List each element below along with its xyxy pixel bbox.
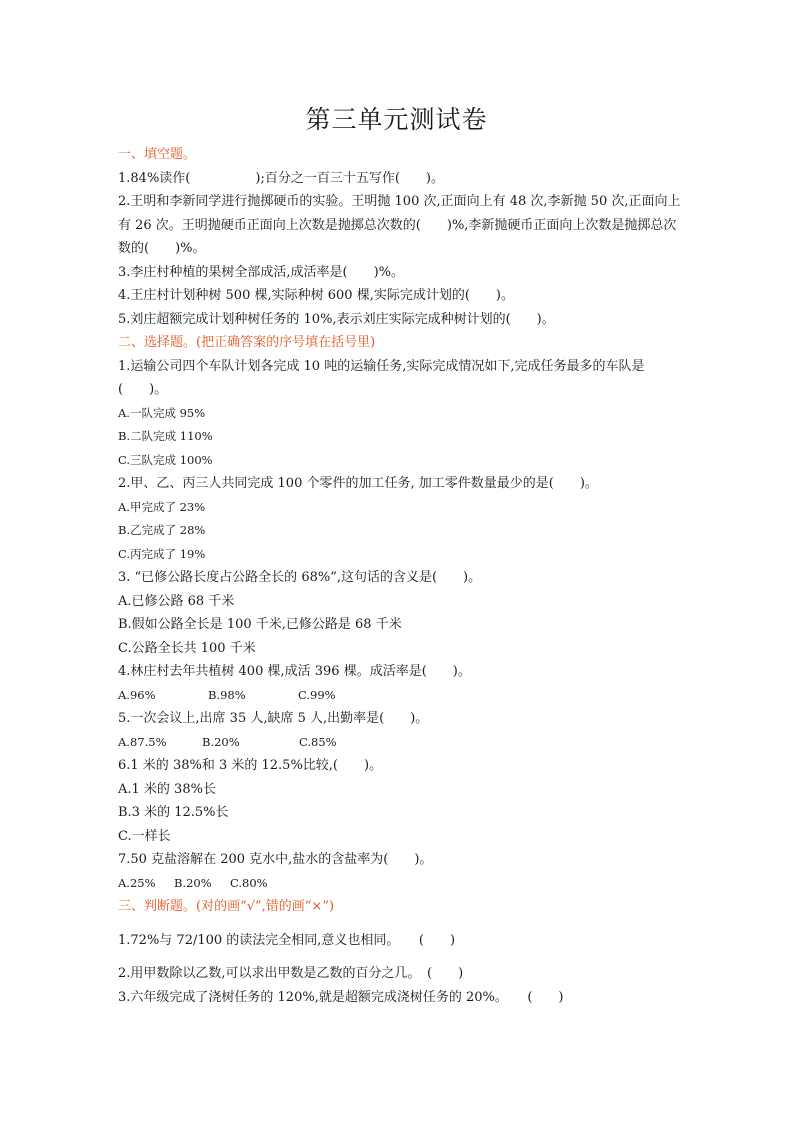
choice-4-option-b: B.98% [208, 687, 246, 702]
choice-5-options [118, 731, 683, 755]
choice-question-5: 5.一次会议上,出席 35 人,缺席 5 人,出勤率是( )。 [118, 711, 429, 726]
choice-7-option-c: C.80% [230, 875, 268, 890]
section-choice-heading: 二、选择题。(把正确答案的序号填在括号里) [118, 335, 376, 350]
fill-question-5: 5.刘庄超额完成计划种树任务的 10%,表示刘庄实际完成种树计划的( )。 [118, 311, 555, 327]
judge-question-1: 1.72%与 72/100 的读法完全相同,意义也相同。 ( ) [118, 932, 456, 948]
choice-question-1: 1.运输公司四个车队计划各完成 10 吨的运输任务,实际完成情况如下,完成任务最多的车队是( )。 [118, 358, 645, 397]
choice-2-option-a: A.甲完成了 23% [118, 499, 206, 514]
choice-3-option-b: B.假如公路全长是 100 千米,已修公路是 68 千米 [118, 617, 402, 632]
fill-question-4: 4.王庄村计划种树 500 棵,实际种树 600 棵,实际完成计划的( )。 [118, 288, 514, 303]
choice-6-option-a: A.1 米的 38%长 [118, 781, 216, 797]
choice-7-option-a: A.25% [118, 875, 156, 890]
choice-6-option-c: C.一样长 [118, 828, 171, 844]
page-title: 第三单元测试卷 [305, 105, 488, 134]
judge-question-2: 2.用甲数除以乙数,可以求出甲数是乙数的百分之几。 ( ) [118, 966, 464, 981]
choice-3-option-a: A.已修公路 68 千米 [118, 593, 235, 609]
section-fill-heading: 一、填空题。 [118, 147, 197, 162]
choice-question-2: 2.甲、乙、丙三人共同完成 100 个零件的加工任务, 加工零件数量最少的是( )。 [118, 476, 598, 491]
choice-3-option-c: C.公路全长共 100 千米 [118, 640, 256, 656]
section-judge-heading: 三、判断题。(对的画“√”,错的画“×”) [118, 899, 335, 914]
judge-question-3: 3.六年级完成了浇树任务的 120%,就是超额完成浇树任务的 20%。 ( ) [118, 989, 564, 1005]
choice-4-option-a: A.96% [118, 687, 156, 702]
fill-question-1: 1.84%读作( );百分之一百三十五写作( )。 [118, 170, 444, 186]
choice-question-7: 7.50 克盐溶解在 200 克水中,盐水的含盐率为( )。 [118, 852, 433, 867]
fill-question-3: 3.李庄村种植的果树全部成活,成活率是( )%。 [118, 264, 405, 280]
choice-question-6: 6.1 米的 38%和 3 米的 12.5%比较,( )。 [118, 758, 383, 773]
choice-1-option-a: A.一队完成 95% [118, 405, 206, 420]
choice-1-option-c: C.三队完成 100% [118, 452, 213, 467]
choice-question-4: 4.林庄村去年共植树 400 棵,成活 396 棵。成活率是( )。 [118, 664, 471, 679]
choice-1-option-b: B.二队完成 110% [118, 429, 213, 443]
fill-question-2: 2.王明和李新同学进行抛掷硬币的实验。王明抛 100 次,正面向上有 48 次,李新抛 50 次,正面向上有 26 次。王明抛硬币正面向上次数是抛掷总次数的( )%,李新抛硬币正面向上次数是抛掷总次数的( )%。 [118, 194, 681, 256]
choice-6-option-b: B.3 米的 12.5%长 [118, 805, 229, 820]
choice-2-option-c: C.丙完成了 19% [118, 546, 206, 561]
choice-5-option-c: C.85% [299, 734, 337, 749]
choice-question-3: 3. “已修公路长度占公路全长的 68%”,这句话的含义是( )。 [118, 570, 482, 585]
choice-4-option-c: C.99% [298, 687, 336, 702]
choice-7-option-b: B.20% [174, 875, 212, 890]
choice-5-option-a: A.87.5% [118, 734, 167, 749]
choice-5-option-b: B.20% [202, 734, 240, 749]
choice-2-option-b: B.乙完成了 28% [118, 523, 206, 537]
choice-7-options [118, 872, 683, 896]
worksheet-content [118, 143, 683, 1009]
choice-4-options [118, 684, 683, 708]
